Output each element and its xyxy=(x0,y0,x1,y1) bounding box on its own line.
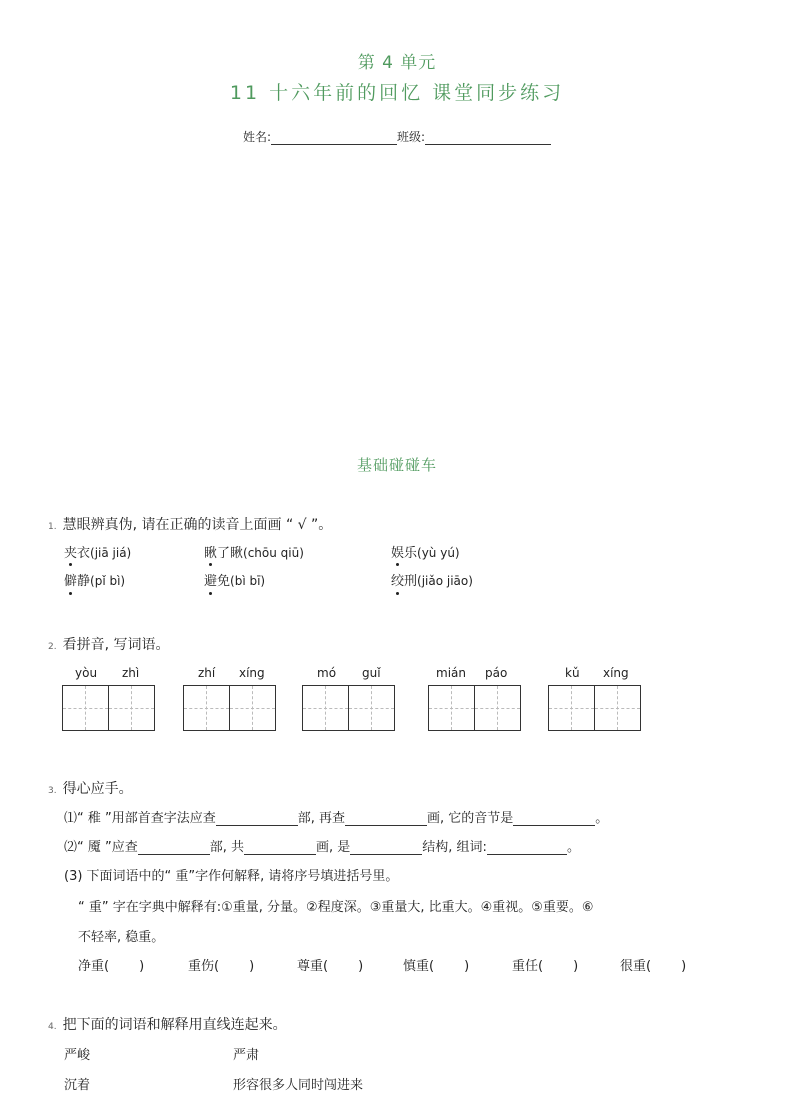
name-blank[interactable] xyxy=(271,144,397,145)
writing-grid[interactable] xyxy=(548,685,641,731)
paren-close: ) xyxy=(358,959,364,974)
q1-word: 僻静 xyxy=(64,574,91,589)
q3-word-2 xyxy=(188,955,254,974)
q1-options: (yù yú) xyxy=(417,546,460,560)
q3-sub3: (3) 下面词语中的“ 重”字作何解释, 请将序号填进括号里。 xyxy=(64,869,399,884)
pinyin-label: yòu xyxy=(75,666,98,680)
unit-heading: 第 4 单元 xyxy=(357,53,437,73)
pinyin-label: páo xyxy=(485,666,508,680)
q1-word: 夹衣 xyxy=(64,546,91,561)
emphasis-dot xyxy=(396,592,399,595)
q3-prompt xyxy=(48,778,133,798)
section-title: 基础碰碰车 xyxy=(356,456,437,474)
q1-word: 瞅了瞅 xyxy=(204,546,244,561)
q1-item-1 xyxy=(64,542,131,561)
match-right-2[interactable]: 形容很多人同时闯进来 xyxy=(233,1078,364,1093)
q2-number: 2. xyxy=(48,642,57,652)
paren-close: ) xyxy=(464,959,470,974)
pinyin-label: kǔ xyxy=(565,666,580,680)
q3-sub1-text: 。 xyxy=(595,811,609,826)
page-title: 11 十六年前的回忆 课堂同步练习 xyxy=(229,82,565,104)
emphasis-dot xyxy=(69,592,72,595)
answer-blank[interactable] xyxy=(216,825,298,826)
answer-blank[interactable] xyxy=(513,825,595,826)
grid-cell[interactable] xyxy=(549,686,594,730)
writing-grid[interactable] xyxy=(302,685,395,731)
word-label: 重伤( xyxy=(188,959,220,974)
q3-word-6 xyxy=(620,955,686,974)
q4-text: 把下面的词语和解释用直线连起来。 xyxy=(62,1017,287,1033)
q1-options: (chōu qiū) xyxy=(243,546,304,560)
q4-prompt xyxy=(48,1014,287,1034)
grid-cell[interactable] xyxy=(429,686,474,730)
answer-blank[interactable] xyxy=(350,854,422,855)
q1-options: (jiā jiá) xyxy=(90,546,132,560)
word-label: 很重( xyxy=(620,959,652,974)
q3-sub2-text: ⑵“ 魇 ”应查 xyxy=(64,840,138,855)
pinyin-label: guǐ xyxy=(362,666,381,680)
q3-sub2-text: 结构, 组词: xyxy=(422,840,487,855)
writing-grid[interactable] xyxy=(428,685,521,731)
q1-options: (jiǎo jiāo) xyxy=(417,574,473,588)
paren-close: ) xyxy=(139,959,145,974)
q1-item-5 xyxy=(204,570,265,589)
name-label: 姓名: xyxy=(242,130,271,144)
pinyin-label: xíng xyxy=(603,666,629,680)
pinyin-label: zhì xyxy=(122,666,140,680)
pinyin-label: zhí xyxy=(198,666,216,680)
pinyin-label: xíng xyxy=(239,666,265,680)
q3-definitions-line1: “ 重” 字在字典中解释有:①重量, 分量。②程度深。③重量大, 比重大。④重视。⑤重要。⑥ xyxy=(78,900,594,915)
answer-blank[interactable] xyxy=(138,854,210,855)
q1-word: 娱乐 xyxy=(391,546,418,561)
q1-word: 绞刑 xyxy=(391,574,418,589)
q3-definitions-line2: 不轻率, 稳重。 xyxy=(78,930,165,945)
emphasis-dot xyxy=(396,563,399,566)
writing-grid[interactable] xyxy=(183,685,276,731)
q1-options: (bì bī) xyxy=(230,574,266,588)
grid-cell[interactable] xyxy=(348,686,394,730)
paren-close: ) xyxy=(681,959,687,974)
word-label: 尊重( xyxy=(297,959,329,974)
word-label: 重任( xyxy=(512,959,544,974)
q3-word-5 xyxy=(512,955,578,974)
grid-cell[interactable] xyxy=(184,686,229,730)
q3-sub2-text: 。 xyxy=(566,840,580,855)
grid-cell[interactable] xyxy=(594,686,640,730)
q1-item-2 xyxy=(204,542,304,561)
grid-cell[interactable] xyxy=(474,686,520,730)
answer-blank[interactable] xyxy=(345,825,427,826)
answer-blank[interactable] xyxy=(244,854,316,855)
pinyin-label: mó xyxy=(317,666,337,680)
q1-word: 避免 xyxy=(204,574,231,589)
writing-grid[interactable] xyxy=(62,685,155,731)
emphasis-dot xyxy=(69,563,72,566)
grid-cell[interactable] xyxy=(303,686,348,730)
q1-prompt xyxy=(48,514,332,534)
q1-item-3 xyxy=(391,542,460,561)
paren-close: ) xyxy=(573,959,579,974)
name-class-row xyxy=(0,128,794,145)
q1-options: (pǐ bì) xyxy=(90,574,126,588)
q1-text: 慧眼辨真伪, 请在正确的读音上面画 “ √ ”。 xyxy=(62,517,333,533)
q3-sub1-text: 部, 再查 xyxy=(297,811,346,826)
q3-sub1-text: 画, 它的音节是 xyxy=(427,811,514,826)
match-left-2[interactable]: 沉着 xyxy=(64,1078,91,1093)
grid-cell[interactable] xyxy=(229,686,275,730)
match-right-1[interactable]: 严肃 xyxy=(233,1048,260,1063)
q3-sub2-text: 部, 共 xyxy=(209,840,245,855)
class-blank[interactable] xyxy=(425,144,551,145)
emphasis-dot xyxy=(209,592,212,595)
q3-sub2 xyxy=(64,836,580,855)
paren-close: ) xyxy=(249,959,255,974)
q1-item-6 xyxy=(391,570,473,589)
emphasis-dot xyxy=(209,563,212,566)
q1-item-4 xyxy=(64,570,125,589)
q3-word-1 xyxy=(78,955,144,974)
q2-prompt xyxy=(48,634,170,654)
q4-number: 4. xyxy=(48,1022,57,1032)
q3-number: 3. xyxy=(48,786,57,796)
word-label: 慎重( xyxy=(403,959,435,974)
q3-sub1 xyxy=(64,807,608,826)
q3-word-4 xyxy=(403,955,469,974)
q1-number: 1. xyxy=(48,522,57,532)
word-label: 净重( xyxy=(78,959,110,974)
q3-sub2-text: 画, 是 xyxy=(316,840,351,855)
q3-word-3 xyxy=(297,955,363,974)
class-label: 班级: xyxy=(397,130,426,144)
answer-blank[interactable] xyxy=(487,854,567,855)
q3-sub1-text: ⑴“ 稚 ”用部首查字法应查 xyxy=(64,811,216,826)
grid-cell[interactable] xyxy=(63,686,108,730)
q2-text: 看拼音, 写词语。 xyxy=(62,637,170,653)
pinyin-label: mián xyxy=(436,666,466,680)
q3-text: 得心应手。 xyxy=(62,781,133,797)
match-left-1[interactable]: 严峻 xyxy=(64,1048,91,1063)
grid-cell[interactable] xyxy=(108,686,154,730)
